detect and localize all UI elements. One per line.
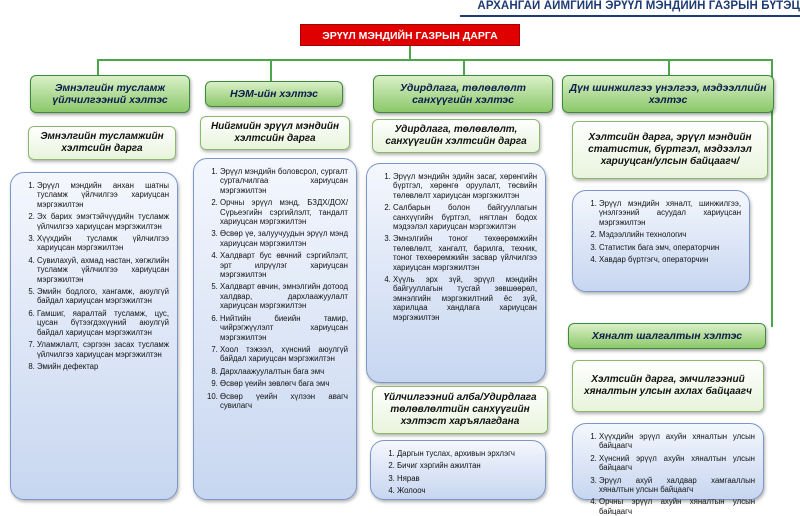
list-item: 2. Салбарын болон байгууллагын санхүүгийн бүртгэл, нягтлан бодох мэдээлэл хариуцсан мэргэжилтэн	[393, 203, 537, 231]
list-item: 3. Статистик бага эмч, операторчин	[599, 243, 741, 252]
list-item: 7. Хоол тэжээл, хүнсний аюулгүй байдал хариуцсан мэргэжилтэн	[220, 345, 348, 364]
list-item: 1. Эрүүл мэндийн анхан шатны тусламж үйлчилгээ хариуцсан мэргэжилтэн	[37, 181, 169, 209]
connector-dept-3	[463, 59, 465, 75]
dept-analysis-information-list	[572, 190, 750, 292]
head-box: ЭРҮҮЛ МЭНДИЙН ГАЗРЫН ДАРГА	[300, 24, 520, 46]
dept-medical-care-head: Эмнэлгийн тусламжийн хэлтсийн дарга	[28, 126, 176, 160]
list-item: 4. Орчны эрүүл ахуйн хяналтын улсын байцаагч	[599, 497, 755, 516]
dept-inspection-list	[572, 423, 764, 516]
list-item: 7. Уламжлалт, сэргээн засах тусламж үйлчилгээ хариуцсан мэргэжилтэн	[37, 340, 169, 359]
dept-medical-care: Эмнэлгийн тусламж үйлчилгээний хэлтэс	[30, 75, 190, 113]
dept-public-health-head: Нийгмийн эрүүл мэндийн хэлтсийн дарга	[200, 116, 350, 150]
connector-top	[97, 59, 772, 61]
connector-dept-2	[270, 59, 272, 81]
dept-analysis-information-head: Хэлтсийн дарга, эрүүл мэндийн статистик, бүртгэл, мэдээлэл хариуцсан/улсын байцаагч/	[572, 121, 768, 179]
list-item: 1. Хүүхдийн эрүүл ахуйн хяналтын улсын байцаагч	[599, 432, 755, 451]
service-unit: Үйлчилгээний алба/Удирдлага төлөвлөлтийн санхүүгийн хэлтэст харъялагдана	[372, 386, 548, 434]
list-item: 4. Халдварт бус өвчний сэргийлэлт, эрт илрүүлэг хариуцсан мэргэжилтэн	[220, 251, 348, 279]
list-item: 1. Эрүүл мэндийн эдийн засаг, хөрөнгийн бүртгэл, хөрөнгө оруулалт, төсвийн төлөвлөлт хариуцсан мэргэжилтэн	[393, 172, 537, 200]
list-item: 4. Хавдар бүртгэгч, операторчин	[599, 255, 741, 264]
list-item: 1. Эрүүл мэндийн боловсрол, сургалт сурталчилгаа хариуцсан мэргэжилтэн	[220, 167, 348, 195]
list-item: 3. Нярав	[397, 474, 537, 483]
dept-medical-care-list	[10, 172, 178, 500]
list-item: 1. Даргын туслах, архивын эрхлэгч	[397, 449, 537, 458]
page-title: АРХАНГАЙ АЙМГИЙН ЭРҮҮЛ МЭНДИЙН ГАЗРЫН БҮТЭЦ	[477, 0, 800, 12]
list-item: 3. Эмнэлгийн тоног төхөөрөмжийн төлөвлөлт, хангалт, барилга, техник, тоног төхөөрөмжийн засвар үйлчилгээ хариуцсан мэргэжилтэн	[393, 234, 537, 272]
dept-inspection: Хяналт шалгалтын хэлтэс	[568, 323, 766, 349]
dept-inspection-head: Хэлтсийн дарга, эмчилгээний хяналтын улсын ахлах байцаагч	[572, 360, 764, 412]
list-item: 8. Дархлаажуулалтын бага эмч	[220, 367, 348, 376]
connector-dept-4	[668, 59, 670, 75]
list-item: 2. Орчны эрүүл мэнд, БЗДХ/ДОХ/ Сүрьеэгийн сэргийлэлт, тандалт хариуцсан мэргэжилтэн	[220, 198, 348, 226]
connector-dept-1	[97, 59, 99, 75]
list-item: 6. Нийтийн биеийн тамир, чийрэгжүүлэлт хариуцсан мэргэжилтэн	[220, 314, 348, 342]
list-item: 3. Хүүхдийн тусламж үйлчилгээ хариуцсан мэргэжилтэн	[37, 234, 169, 253]
service-unit-list	[370, 440, 546, 500]
dept-management-finance-list	[366, 163, 546, 383]
list-item: 5. Эмийн бодлого, хангамж, аюулгүй байдал хариуцсан мэргэжилтэн	[37, 287, 169, 306]
dept-management-finance: Удирдлага, төлөвлөлт санхүүгийн хэлтэс	[373, 75, 553, 113]
list-item: 4. Жолооч	[397, 486, 537, 495]
list-item: 1. Эрүүл мэндийн хяналт, шинжилгээ, үнэлгээний асуудал хариуцсан мэргэжилтэн	[599, 199, 741, 227]
list-item: 2. Хүнсний эрүүл ахуйн хяналтын улсын байцаагч	[599, 454, 755, 473]
list-item: 2. Эх барих эмэгтэйчүүдийн тусламж үйлчилгээ хариуцсан мэргэжилтэн	[37, 212, 169, 231]
list-item: 2. Бичиг хэргийн ажилтан	[397, 461, 537, 470]
title-underline	[460, 15, 800, 17]
list-item: 6. Гамшиг, яаралтай тусламж, цус, цусан бүтээгдэхүүний аюулгүй байдал хариуцсан мэргэжилтэн	[37, 309, 169, 337]
dept-public-health: НЭМ-ийн хэлтэс	[205, 81, 343, 107]
list-item: 3. Өсвөр үе, залуучуудын эрүүл мэнд хариуцсан мэргэжилтэн	[220, 229, 348, 248]
list-item: 3. Эрүүл ахуй халдвар хамгааллын хяналтын улсын байцаагч	[599, 476, 755, 495]
dept-public-health-list	[193, 158, 357, 500]
list-item: 4. Сувилахуй, ахмад настан, хөгжлийн тусламж үйлчилгээ хариуцсан мэргэжилтэн	[37, 256, 169, 284]
list-item: 4. Хүүль эрх зүй, эрүүл мэндийн байгууллагын тусгай зөвшөөрөл, эмнэлгийн мэргэжилтний ёс зүй, харилцаа хандлага хариуцсан мэргэжилтэн	[393, 275, 537, 322]
list-item: 2. Мэдээллийн технологич	[599, 230, 741, 239]
list-item: 5. Халдварт өвчин, эмнэлгийн дотоод халдвар, дархлаажуулалт хариуцсан мэргэжилтэн	[220, 282, 348, 310]
list-item: 9. Өсвөр үеийн зөвлөгч бага эмч	[220, 379, 348, 388]
list-item: 10. Өсвөр үеийн хүлээн авагч сувилагч	[220, 392, 348, 411]
dept-management-finance-head: Удирдлага, төлөвлөлт, санхүүгийн хэлтсийн дарга	[372, 119, 540, 153]
dept-analysis-information: Дүн шинжилгээ үнэлгээ, мэдээллийн хэлтэс	[562, 75, 774, 113]
connector-head	[409, 46, 411, 60]
list-item: 8. Эмийн дефектар	[37, 362, 169, 371]
